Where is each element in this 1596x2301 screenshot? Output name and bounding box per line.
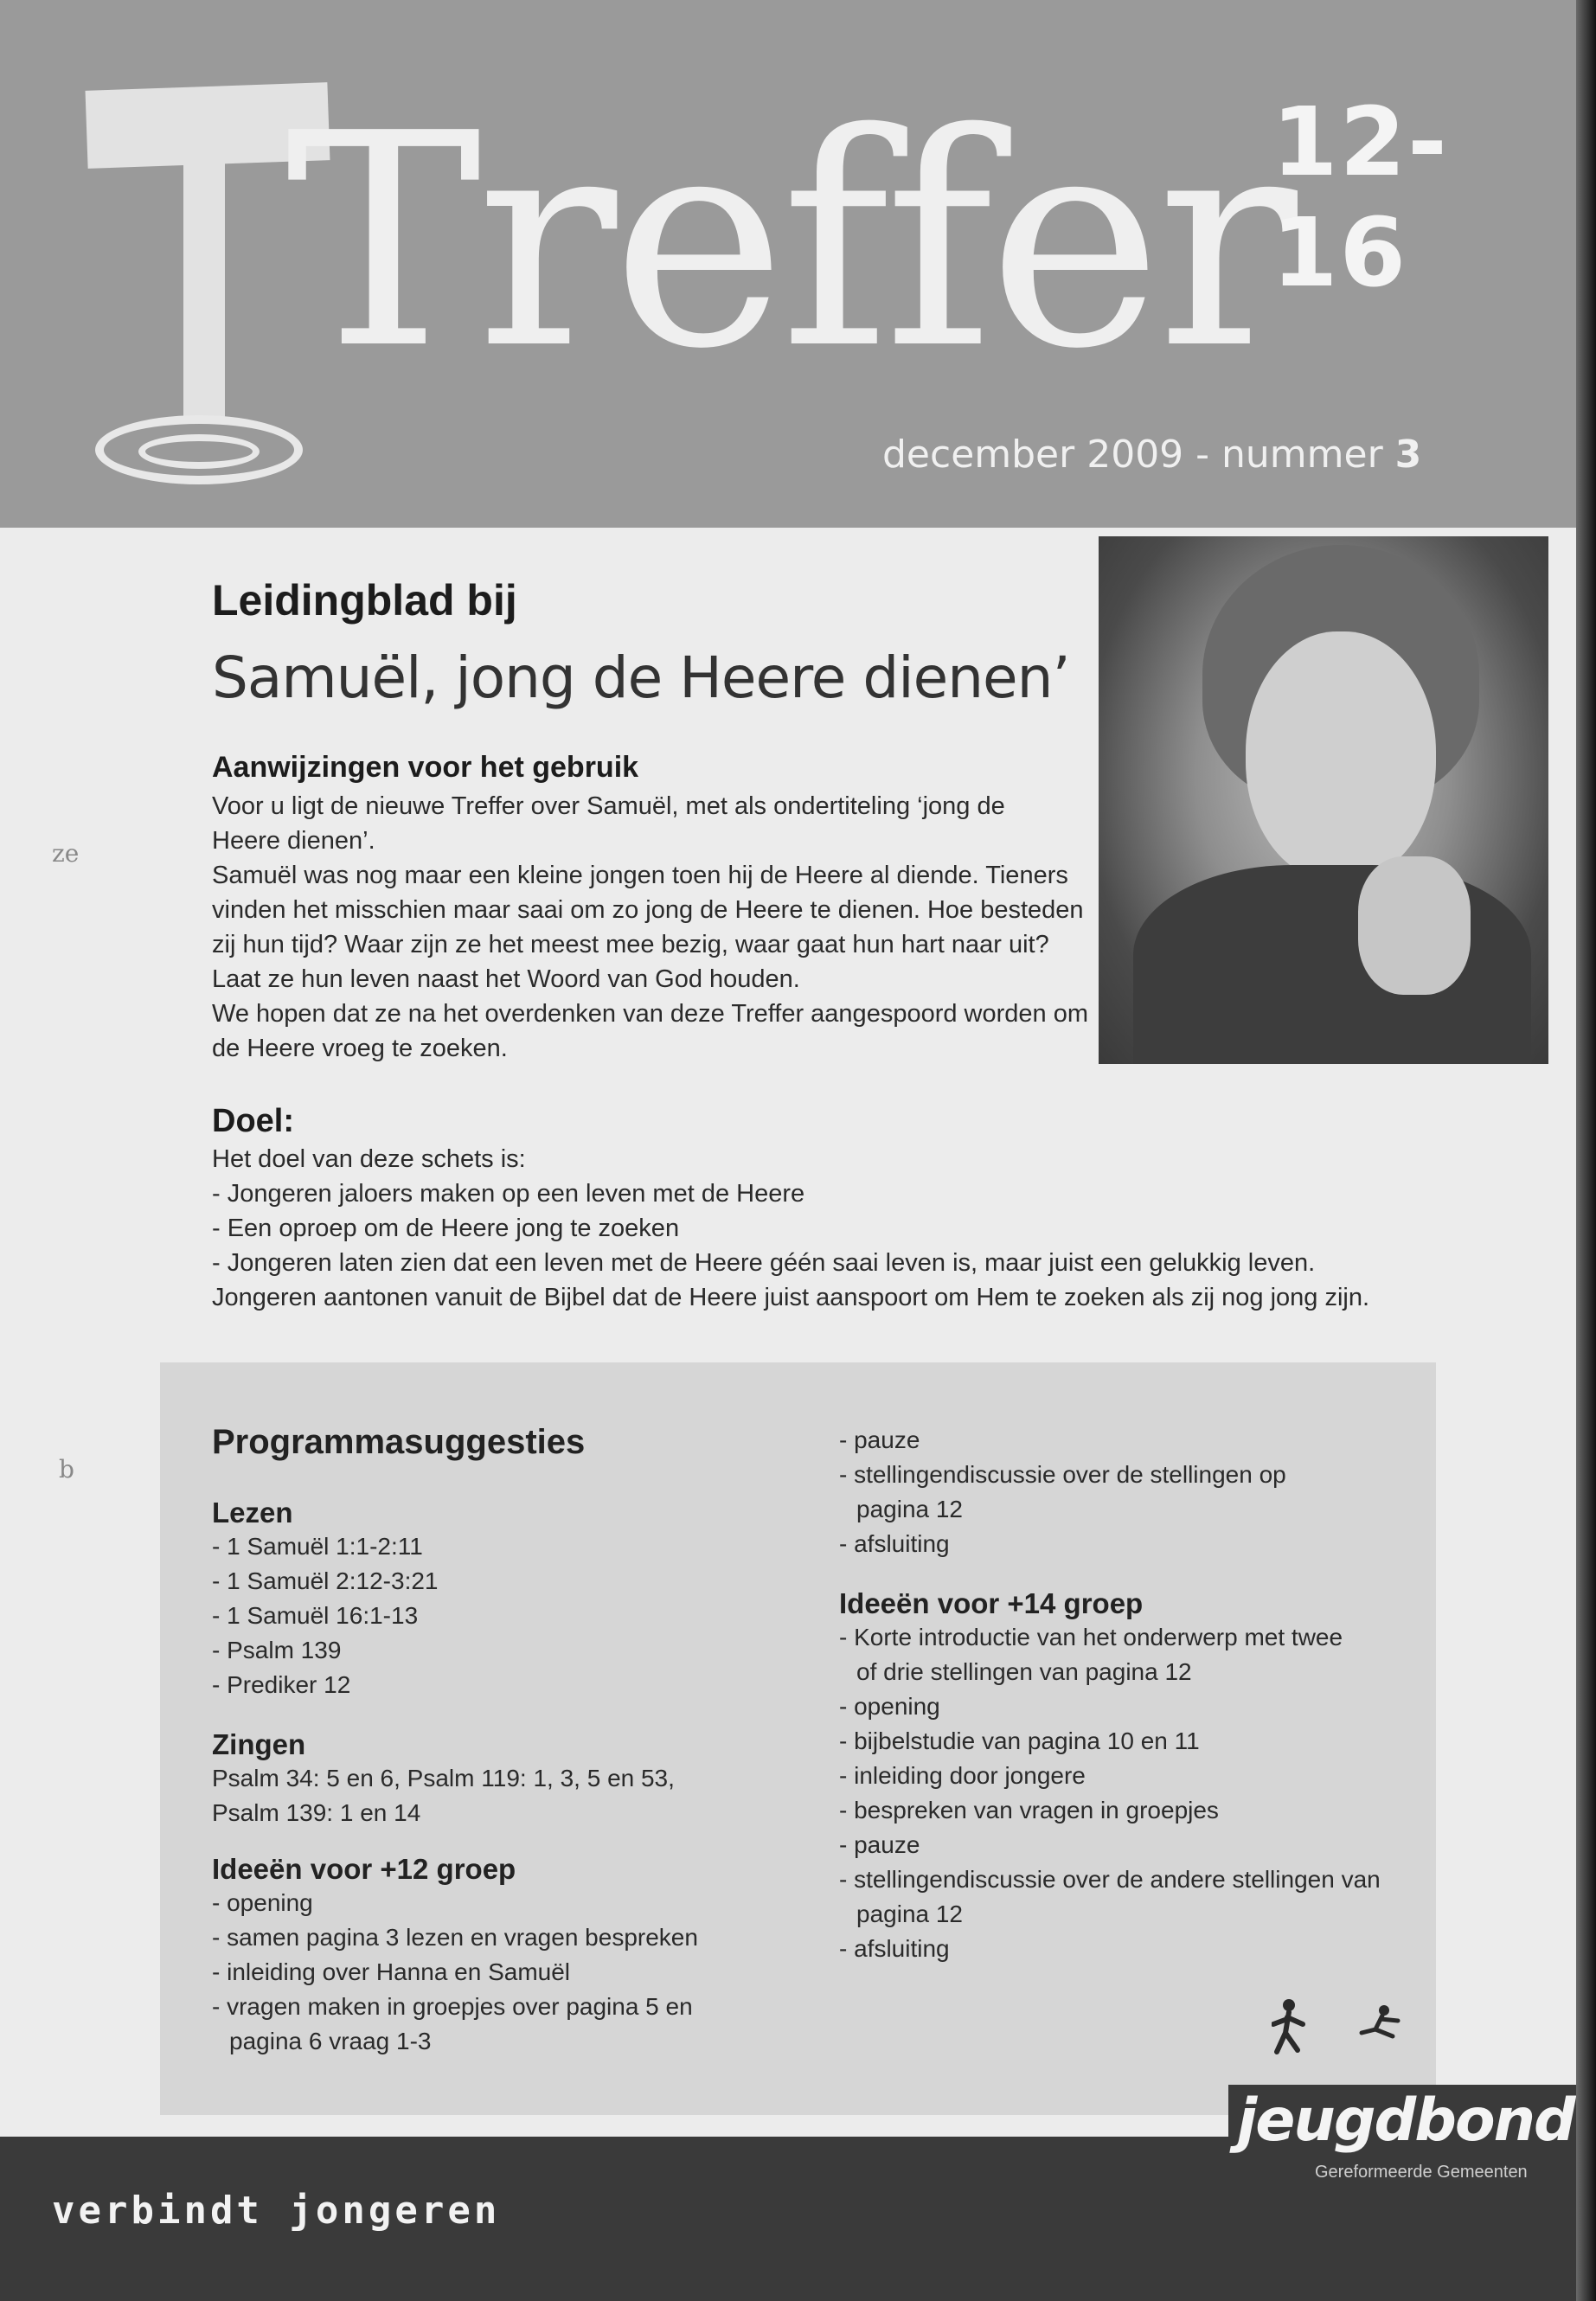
- list-item: - pauze: [839, 1831, 920, 1858]
- age-range: 12-16: [1272, 87, 1449, 308]
- ideas14-heading: Ideeën voor +14 groep: [839, 1587, 1144, 1619]
- brand-name: jeugdbond: [1228, 2085, 1576, 2157]
- cover-photo: [1099, 536, 1548, 1064]
- issue-label: [882, 433, 1421, 477]
- reading-heading: Lezen: [212, 1497, 293, 1529]
- list-item: - afsluiting: [839, 1530, 950, 1557]
- list-item: - inleiding door jongere: [839, 1762, 1086, 1789]
- list-item: - Psalm 139: [212, 1637, 342, 1663]
- list-item: pagina 6 vraag 1-3: [229, 2028, 432, 2054]
- list-item: - stellingendiscussie over de andere stellingen van: [839, 1866, 1381, 1893]
- reading-list: [212, 1529, 698, 1702]
- list-item: - afsluiting: [839, 1935, 950, 1962]
- list-item: - vragen maken in groepjes over pagina 5 en: [212, 1993, 693, 2020]
- list-item: - bijbelstudie van pagina 10 en 11: [839, 1727, 1200, 1754]
- margin-mark: b: [59, 1455, 74, 1484]
- goal-text: Het doel van deze schets is: - Jongeren jaloers maken op een leven met de Heere - Een oproep om de Heere jong te zoeken - Jongeren laten zien dat een leven met de Heere géén saai leven is, maar juist een gelukkig leven. Jongeren aantonen vanuit de Bijbel dat de Heere juist aanspoort om Hem te zoeken als zij nog jong zijn.: [212, 1145, 1370, 1311]
- list-item: - 1 Samuël 16:1-13: [212, 1602, 419, 1629]
- ideas14-list: [839, 1620, 1381, 1966]
- program-right-column: [839, 1423, 1381, 1966]
- list-item: - Prediker 12: [212, 1671, 351, 1698]
- goal-heading: Doel:: [212, 1103, 294, 1139]
- instructions-text: Voor u ligt de nieuwe Treffer over Samuël, met als ondertiteling ‘jong de Heere dienen’. Samuël was nog maar een kleine jongen toen hij de Heere al diende. Tieners vinden het misschien maar saai om zo jong de Heere te dienen. Hoe besteden zij hun tijd? Waar zijn ze het meest mee bezig, waar gaat hun hart naar uit? Laat ze hun leven naast het Woord van God houden. We hopen dat ze na het overdenken van deze Treffer aangespoord worden om de Heere vroeg te zoeken.: [212, 792, 1089, 1062]
- list-item: - 1 Samuël 2:12-3:21: [212, 1567, 439, 1594]
- issue-date: december 2009 - nummer: [882, 433, 1395, 477]
- list-item: Psalm 34: 5 en 6, Psalm 119: 1, 3, 5 en 53,: [212, 1765, 675, 1791]
- list-item: - 1 Samuël 1:1-2:11: [212, 1533, 423, 1560]
- singing-list: [212, 1761, 698, 1830]
- list-item: - opening: [839, 1693, 940, 1720]
- program-left-column: [212, 1423, 698, 2059]
- program-heading: Programmasuggesties: [212, 1423, 586, 1461]
- list-item: Psalm 139: 1 en 14: [212, 1799, 421, 1826]
- target-icon: [95, 415, 303, 484]
- ideas12-list: [212, 1886, 698, 2059]
- page-title: Samuël, jong de Heere dienen’: [212, 644, 1070, 711]
- ideas12-heading: Ideeën voor +12 groep: [212, 1853, 516, 1885]
- page-edge: [1576, 0, 1596, 2301]
- logo-t-stem: [183, 156, 225, 424]
- ideas12-continued-list: [839, 1423, 1381, 1561]
- singing-heading: Zingen: [212, 1728, 306, 1760]
- brand-logo: [1202, 1990, 1574, 2206]
- instructions-heading: Aanwijzingen voor het gebruik: [212, 751, 639, 784]
- margin-mark: ze: [52, 839, 80, 868]
- lead-heading: Leidingblad bij: [212, 576, 517, 625]
- runners-icon: [1272, 1998, 1427, 2059]
- masthead: [0, 0, 1576, 528]
- list-item: of drie stellingen van pagina 12: [856, 1658, 1192, 1685]
- list-item: - bespreken van vragen in groepjes: [839, 1797, 1219, 1823]
- list-item: - Korte introductie van het onderwerp met twee: [839, 1624, 1343, 1650]
- list-item: - samen pagina 3 lezen en vragen bespreken: [212, 1924, 698, 1951]
- list-item: pagina 12: [856, 1496, 964, 1522]
- brand-subtitle: Gereformeerde Gemeenten: [1315, 2163, 1528, 2182]
- issue-number: 3: [1394, 433, 1422, 477]
- list-item: - inleiding over Hanna en Samuël: [212, 1958, 571, 1985]
- list-item: - stellingendiscussie over de stellingen op: [839, 1461, 1286, 1488]
- list-item: pagina 12: [856, 1900, 964, 1927]
- list-item: - opening: [212, 1889, 313, 1916]
- magazine-title: Treffer: [285, 71, 1292, 413]
- list-item: - pauze: [839, 1426, 920, 1453]
- tagline: verbindt jongeren: [52, 2189, 501, 2233]
